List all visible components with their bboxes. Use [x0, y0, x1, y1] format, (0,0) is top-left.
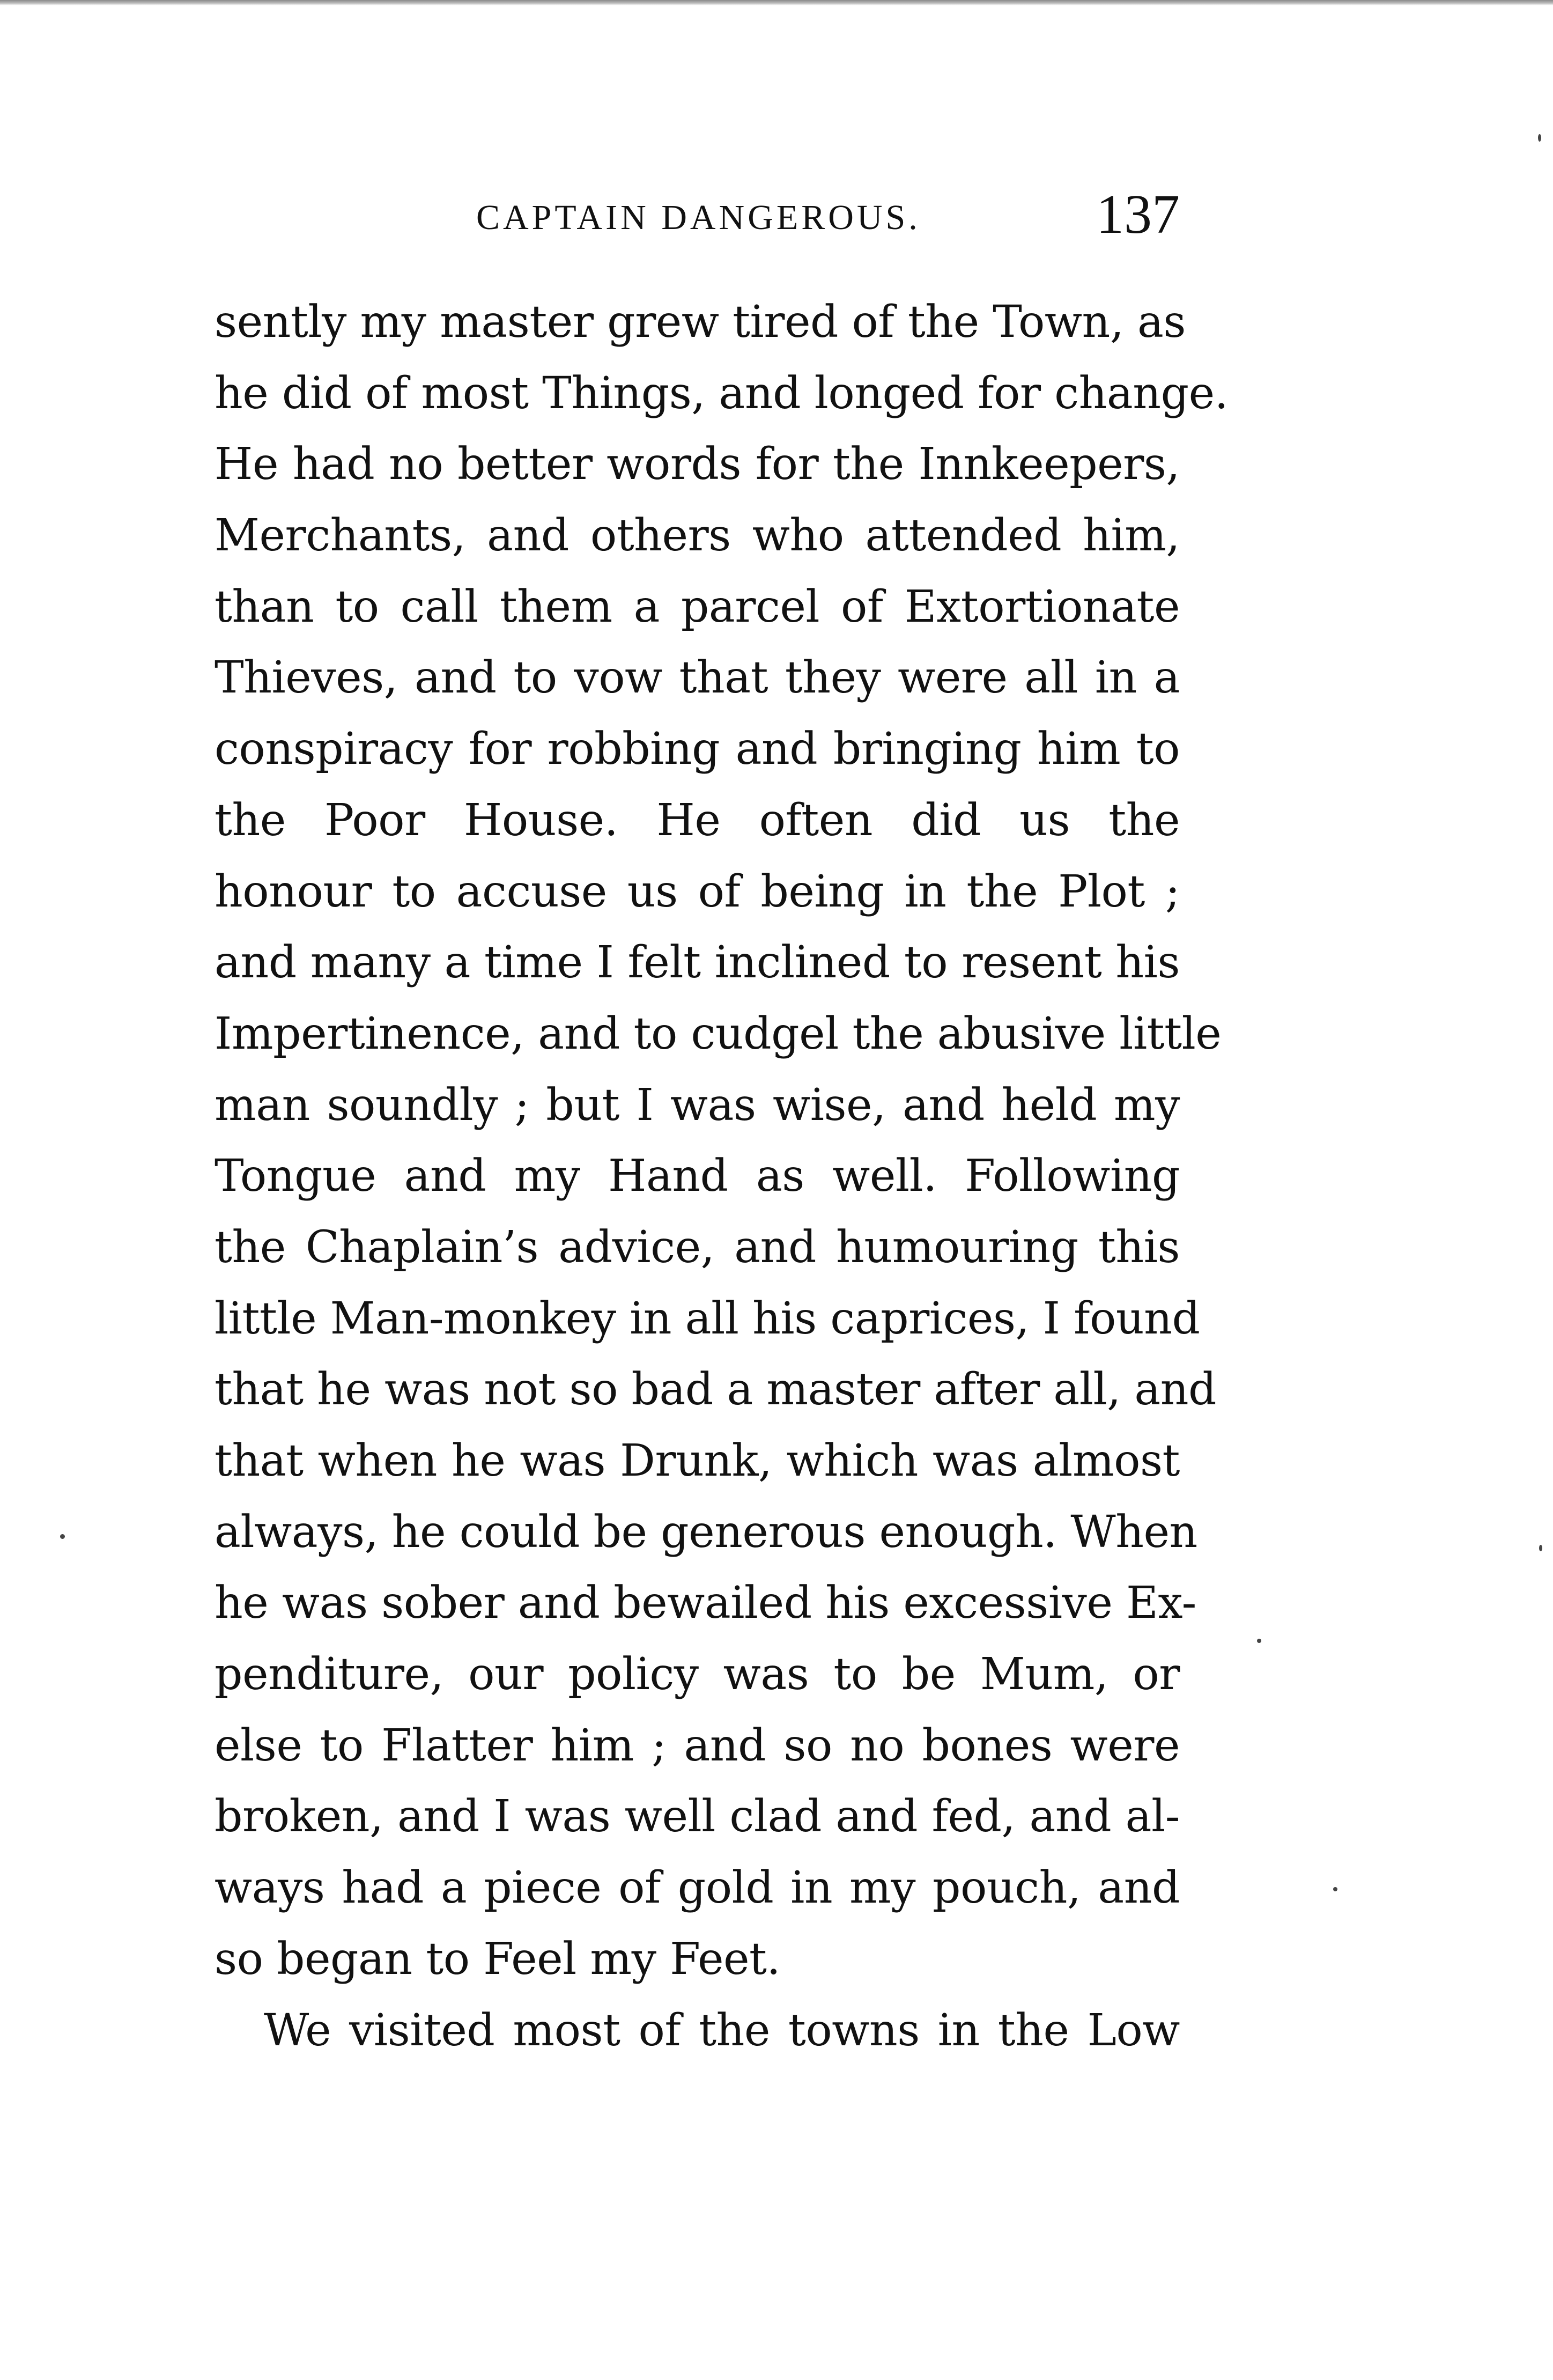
- body-text: [215, 287, 1229, 2066]
- text-line-paragraph-start: We visited most of the towns in the Low: [264, 2005, 1180, 2056]
- text-line: penditure, our policy was to be Mum, or: [215, 1649, 1180, 1700]
- text-line-paragraph-end: so began to Feel my Feet.: [215, 1933, 781, 1985]
- text-line: the Chaplain’s advice, and humouring this: [215, 1221, 1180, 1273]
- text-line: always, he could be generous enough. When: [215, 1506, 1197, 1558]
- text-line: he was sober and bewailed his excessive Ex-: [215, 1578, 1196, 1629]
- text-line: ways had a piece of gold in my pouch, and: [215, 1862, 1180, 1914]
- text-line: He had no better words for the Innkeepers,: [215, 439, 1180, 490]
- text-line: than to call them a parcel of Extortionate: [215, 581, 1180, 632]
- page-header: [215, 182, 1180, 252]
- text-line: else to Flatter him ; and so no bones were: [215, 1720, 1180, 1771]
- text-line: sently my master grew tired of the Town, as: [215, 297, 1186, 348]
- text-line: Tongue and my Hand as well. Following: [215, 1151, 1180, 1202]
- text-line: the Poor House. He often did us the: [215, 794, 1180, 846]
- paper-speck: [1538, 134, 1541, 142]
- text-line: and many a time I felt inclined to resent his: [215, 937, 1180, 989]
- paper-speck: [1257, 1639, 1261, 1643]
- text-line: honour to accuse us of being in the Plot ;: [215, 866, 1180, 917]
- text-line: that when he was Drunk, which was almost: [215, 1435, 1180, 1486]
- text-line: little Man-monkey in all his caprices, I found: [215, 1293, 1200, 1344]
- paper-speck: [1539, 1545, 1542, 1551]
- text-line: he did of most Things, and longed for change.: [215, 367, 1229, 419]
- text-line: Merchants, and others who attended him,: [215, 510, 1180, 562]
- text-line: man soundly ; but I was wise, and held my: [215, 1079, 1180, 1131]
- page-number: 137: [1096, 183, 1180, 245]
- text-line: Impertinence, and to cudgel the abusive little: [215, 1008, 1222, 1059]
- text-line: that he was not so bad a master after all, and: [215, 1364, 1217, 1416]
- text-line: conspiracy for robbing and bringing him to: [215, 724, 1180, 775]
- page-top-edge: [0, 0, 1553, 5]
- paper-speck: [1333, 1887, 1337, 1891]
- paper-speck: [60, 1534, 65, 1539]
- running-title: CAPTAIN DANGEROUS.: [476, 198, 921, 237]
- text-line: Thieves, and to vow that they were all in a: [215, 652, 1180, 704]
- text-line: broken, and I was well clad and fed, and al-: [215, 1791, 1180, 1843]
